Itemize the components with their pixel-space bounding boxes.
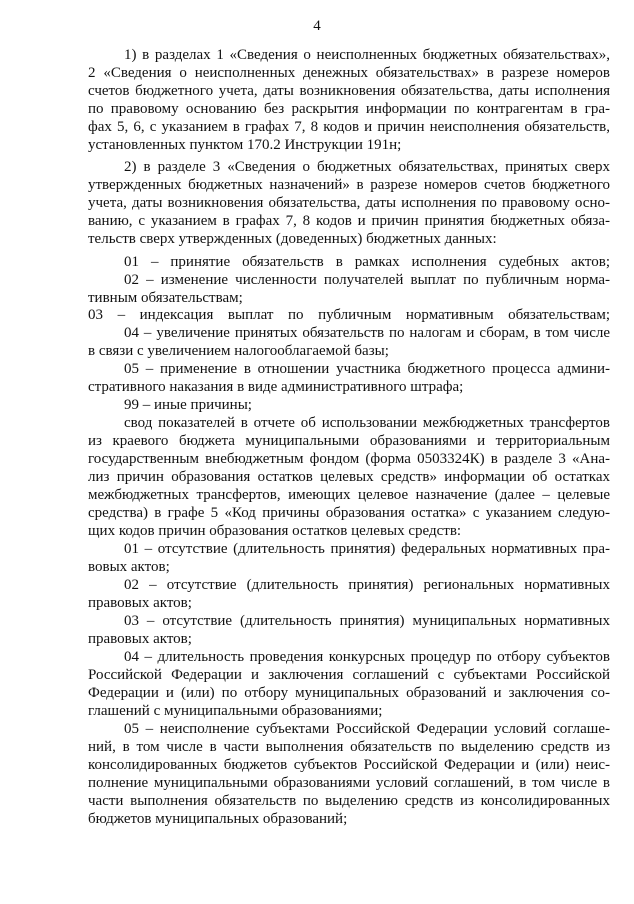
text-line: [0, 342, 634, 360]
text-line-content: по правовому основанию без раскрытия информации по контрагентам в гра-: [88, 101, 610, 117]
text-line-content: 01 – отсутствие (длительность принятия) федеральных нормативных пра-: [124, 541, 610, 557]
text-line-content: 02 – отсутствие (длительность принятия) региональных нормативных: [124, 577, 610, 593]
text-line: [0, 450, 634, 468]
text-line-content: консолидированных бюджетов субъектов Российской Федерации и (или) неис-: [88, 757, 610, 773]
text-line: [0, 702, 634, 720]
text-line: [0, 558, 634, 576]
text-line: [0, 630, 634, 648]
text-line: [0, 756, 634, 774]
text-line-content: глашений с муниципальными образованиями;: [88, 703, 383, 719]
text-line: [0, 82, 634, 100]
text-line-content: 99 – иные причины;: [124, 397, 252, 413]
text-line: [0, 432, 634, 450]
text-line-content: стративного наказания в виде административного штрафа;: [88, 379, 464, 395]
text-line-content: 03 – отсутствие (длительность принятия) муниципальных нормативных: [124, 613, 610, 629]
text-line-content: бюджетов муниципальных образований;: [88, 811, 348, 827]
text-line-content: щих кодов причин образования остатков целевых средств:: [88, 523, 462, 539]
text-line-content: 04 – длительность проведения конкурсных процедур по отбору субъектов: [124, 649, 610, 665]
text-line-content: правовых актов;: [88, 631, 192, 647]
text-line-content: тивным обязательствам;: [88, 290, 243, 306]
text-line: [0, 271, 634, 289]
text-line-content: учета, даты возникновения обязательства, даты исполнения по правовому осно-: [88, 195, 610, 211]
text-line-content: 2) в разделе 3 «Сведения о бюджетных обязательствах, принятых сверх: [124, 159, 610, 175]
text-line: [0, 253, 634, 271]
text-line: [0, 612, 634, 630]
text-line-content: 04 – увеличение принятых обязательств по налогам и сборам, в том числе: [124, 325, 610, 341]
text-line-content: 03 – индексация выплат по публичным нормативным обязательствам;: [88, 307, 610, 323]
text-line: [0, 176, 634, 194]
text-line-content: ний, в том числе в части выполнения обязательств по выделению средств из: [88, 739, 610, 755]
text-line-content: утвержденных бюджетных назначений» в разрезе номеров счетов бюджетного: [88, 177, 610, 193]
text-line: [0, 118, 634, 136]
text-line-content: Федерации и (или) по отбору муниципальных образований и заключения со-: [88, 685, 610, 701]
text-line-content: фах 5, 6, с указанием в графах 7, 8 кодов и причин неисполнения обязательств,: [88, 119, 610, 135]
text-line-content: тельств сверх утвержденных (доведенных) бюджетных данных:: [88, 231, 497, 247]
text-line: [0, 136, 634, 154]
text-line-content: межбюджетных трансфертов, имеющих целевое назначение (далее – целевые: [88, 487, 610, 503]
text-line: [0, 810, 634, 828]
text-line: [0, 720, 634, 738]
text-line: [0, 212, 634, 230]
text-line-content: государственным внебюджетным фондом (форма 0503324К) в разделе 3 «Ана-: [88, 451, 610, 467]
text-line: [0, 504, 634, 522]
text-line: [0, 576, 634, 594]
text-line: [0, 738, 634, 756]
text-line: [0, 648, 634, 666]
text-line-content: 05 – неисполнение субъектами Российской Федерации условий соглаше-: [124, 721, 610, 737]
text-line: [0, 594, 634, 612]
text-line-content: 01 – принятие обязательств в рамках исполнения судебных актов;: [124, 254, 610, 270]
text-line: [0, 360, 634, 378]
text-line-content: установленных пунктом 170.2 Инструкции 191н;: [88, 137, 402, 153]
text-line-content: Российской Федерации и заключения соглашений с субъектами Российской: [88, 667, 610, 683]
text-line-content: части выполнения обязательств по выделению средств из консолидированных: [88, 793, 610, 809]
text-line-content: счетов бюджетного учета, даты возникновения обязательства, даты исполнения: [88, 83, 610, 99]
text-line: [0, 522, 634, 540]
text-line: [0, 324, 634, 342]
text-line: [0, 540, 634, 558]
text-line: [0, 378, 634, 396]
text-line-content: правовых актов;: [88, 595, 192, 611]
text-line-content: ванию, с указанием в графах 7, 8 кодов и причин принятия бюджетных обяза-: [88, 213, 610, 229]
text-line: [0, 774, 634, 792]
text-line-content: 2 «Сведения о неисполненных денежных обязательствах» в разрезе номеров: [88, 65, 610, 81]
text-line: [0, 414, 634, 432]
text-line: [0, 666, 634, 684]
text-line-content: 1) в разделах 1 «Сведения о неисполненных бюджетных обязательствах»,: [124, 47, 610, 63]
text-line: [0, 158, 634, 176]
text-line-content: лиз причин образования остатков целевых средств» информации об остатках: [88, 469, 610, 485]
text-line: [0, 468, 634, 486]
text-line: [0, 486, 634, 504]
text-line: [0, 289, 634, 307]
text-line: [0, 684, 634, 702]
text-line: [0, 306, 634, 324]
text-line: [0, 64, 634, 82]
text-line-content: вовых актов;: [88, 559, 170, 575]
text-line-content: из краевого бюджета муниципальными образованиями и территориальным: [88, 433, 610, 449]
text-line-content: полнение муниципальными образованиями условий соглашений, в том числе в: [88, 775, 610, 791]
text-line-content: 05 – применение в отношении участника бюджетного процесса админи-: [124, 361, 610, 377]
text-line: [0, 792, 634, 810]
page-number: 4: [313, 18, 321, 34]
text-line: [0, 46, 634, 64]
text-line-content: в связи с увеличением налогооблагаемой базы;: [88, 343, 389, 359]
text-line-content: средства) в графе 5 «Код причины образования остатка» с указанием следую-: [88, 505, 610, 521]
text-line-content: свод показателей в отчете об использовании межбюджетных трансфертов: [124, 415, 610, 431]
text-line: [0, 230, 634, 248]
text-line-content: 02 – изменение численности получателей выплат по публичным норма-: [124, 272, 610, 288]
text-line: [0, 100, 634, 118]
text-line: [0, 396, 634, 414]
text-line: [0, 194, 634, 212]
